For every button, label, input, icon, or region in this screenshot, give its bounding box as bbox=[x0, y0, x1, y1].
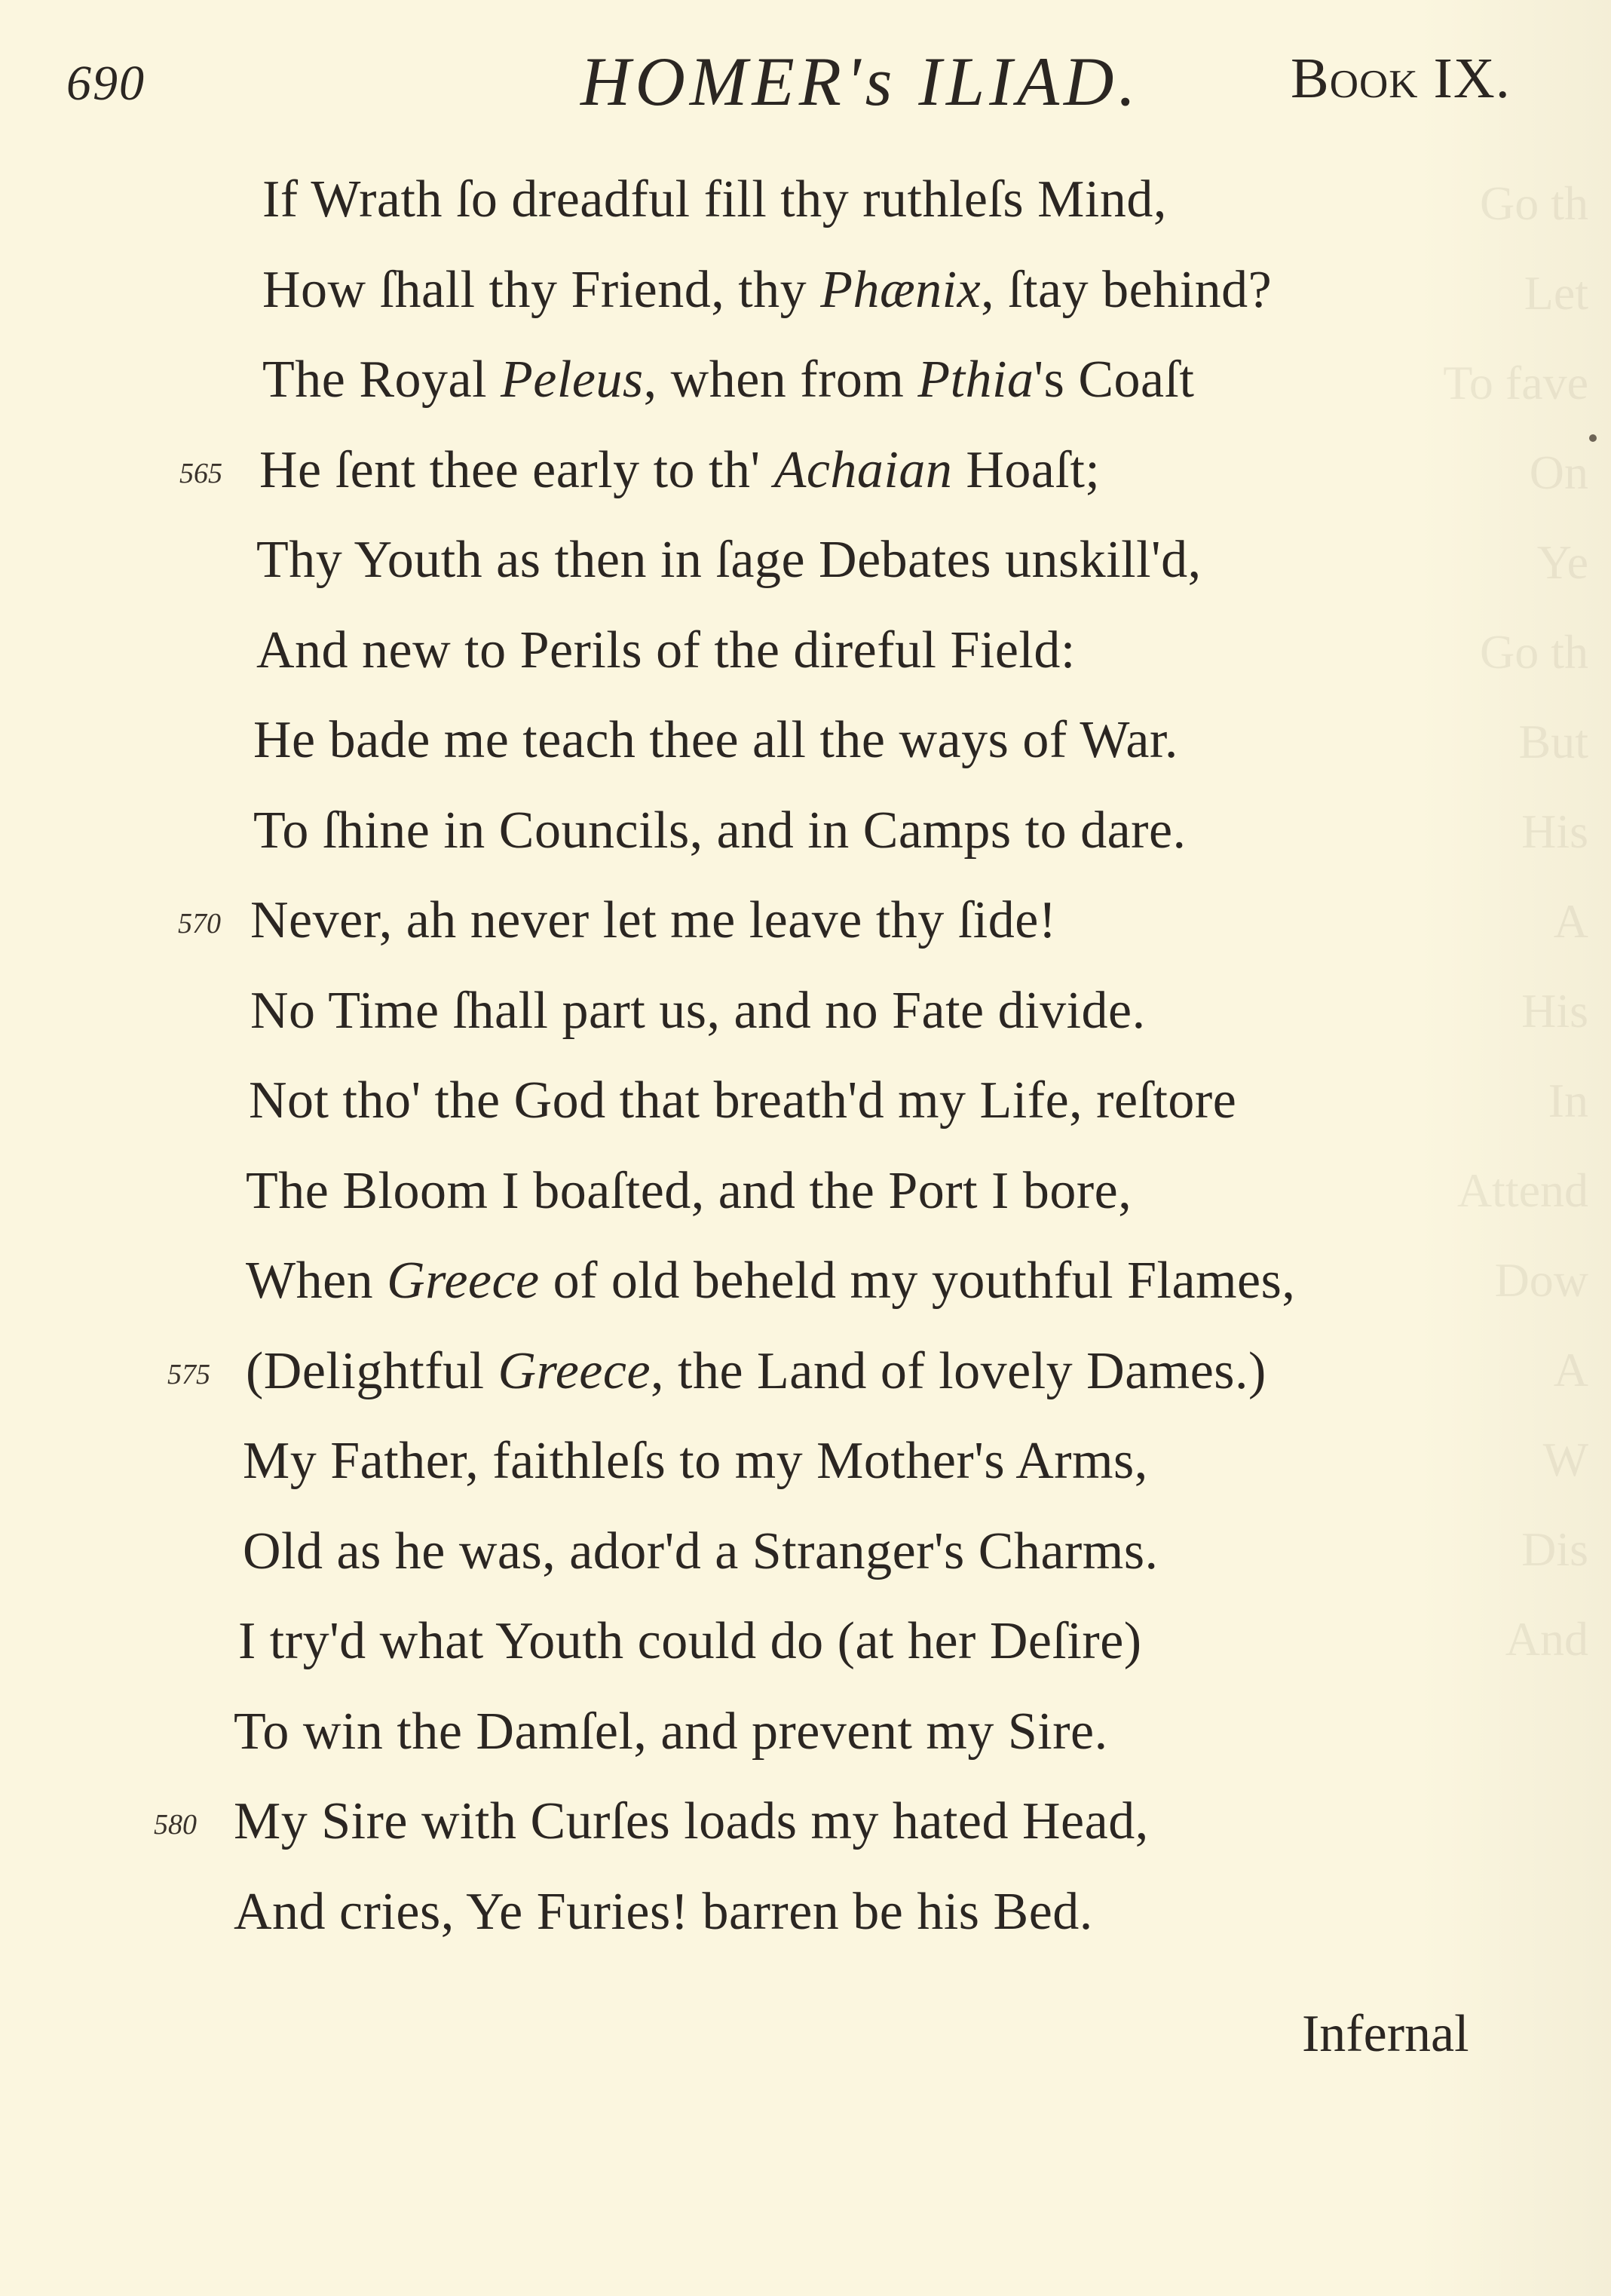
verse-segment: And cries, Ye Furies! barren be his Bed. bbox=[234, 1882, 1093, 1941]
verse-line bbox=[0, 335, 1611, 425]
verse-segment: No Time ſhall part us, and no Fate divide. bbox=[250, 981, 1146, 1040]
verse-segment: Old as he was, ador'd a Stranger's Charms. bbox=[243, 1522, 1159, 1580]
verse-text bbox=[234, 1687, 1108, 1776]
verse-text bbox=[256, 515, 1202, 605]
running-title: HOMER's ILIAD. bbox=[580, 43, 1141, 120]
verse-line bbox=[0, 786, 1611, 876]
running-header bbox=[0, 41, 1611, 124]
verse-segment: When bbox=[246, 1252, 387, 1310]
verse-text bbox=[243, 1507, 1159, 1596]
verse-segment: , when from bbox=[643, 351, 918, 409]
verse-line bbox=[0, 1056, 1611, 1146]
verse-line bbox=[0, 605, 1611, 696]
verse-text bbox=[253, 786, 1187, 875]
verse-segment: Thy Youth as then in ſage Debates unskill'd, bbox=[256, 531, 1202, 589]
verse-text bbox=[238, 1596, 1142, 1686]
verse-line bbox=[0, 1776, 1611, 1867]
verse-text bbox=[246, 1236, 1295, 1326]
line-number: 570 bbox=[178, 908, 221, 940]
verse-text bbox=[250, 875, 1057, 965]
verse-segment: 's Coaſt bbox=[1034, 351, 1195, 409]
verse-text bbox=[234, 1776, 1149, 1866]
verse-text bbox=[262, 155, 1167, 244]
show-through-text: Go th Let To fave On Ye Go th But His A His In Attend Dow A W Dis And bbox=[1443, 176, 1588, 1666]
verse-line bbox=[0, 695, 1611, 786]
italic-name: Pthia bbox=[917, 351, 1034, 409]
verse-segment: Hoaſt; bbox=[952, 440, 1101, 499]
verse-segment: And new to Perils of the direful Field: bbox=[256, 621, 1076, 679]
verse-segment: The Royal bbox=[262, 351, 501, 409]
verse-text bbox=[246, 1146, 1132, 1236]
verse-segment: The Bloom I boaſted, and the Port I bore, bbox=[246, 1161, 1132, 1220]
book-label: Book IX. bbox=[1291, 47, 1511, 110]
poem-text bbox=[0, 155, 1611, 1957]
verse-line bbox=[0, 1687, 1611, 1777]
verse-segment: If Wrath ſo dreadful fill thy ruthleſs Mind, bbox=[262, 170, 1167, 228]
verse-segment: How ſhall thy Friend, thy bbox=[262, 260, 821, 319]
verse-text bbox=[234, 1867, 1093, 1957]
italic-name: Phænix bbox=[820, 260, 982, 319]
verse-segment: He bade me teach thee all the ways of War. bbox=[253, 711, 1178, 769]
verse-segment: To ſhine in Councils, and in Camps to dare. bbox=[253, 801, 1187, 860]
verse-line bbox=[0, 966, 1611, 1056]
line-number: 575 bbox=[167, 1358, 210, 1390]
italic-name: Peleus bbox=[501, 351, 644, 409]
italic-name: Greece bbox=[387, 1252, 540, 1310]
verse-text bbox=[259, 425, 1100, 515]
verse-text bbox=[262, 245, 1272, 335]
italic-name: Achaian bbox=[773, 440, 953, 499]
verse-segment: Not tho' the God that breath'd my Life, reſtore bbox=[249, 1071, 1237, 1130]
verse-segment: (Delightful bbox=[246, 1341, 498, 1400]
verse-line bbox=[0, 875, 1611, 966]
verse-segment: , the Land of lovely Dames.) bbox=[651, 1341, 1266, 1400]
page-number: 690 bbox=[66, 56, 145, 111]
verse-line bbox=[0, 425, 1611, 516]
verse-segment: of old beheld my youthful Flames, bbox=[539, 1252, 1296, 1310]
line-number: 580 bbox=[154, 1809, 197, 1841]
verse-line bbox=[0, 515, 1611, 605]
verse-segment: My Father, faithleſs to my Mother's Arms, bbox=[243, 1432, 1148, 1490]
verse-text bbox=[250, 966, 1146, 1056]
verse-segment: To win the Damſel, and prevent my Sire. bbox=[234, 1702, 1108, 1761]
verse-segment: My Sire with Curſes loads my hated Head, bbox=[234, 1792, 1149, 1850]
verse-text bbox=[262, 335, 1195, 425]
verse-line bbox=[0, 1507, 1611, 1597]
verse-line bbox=[0, 1146, 1611, 1237]
verse-segment: He ſent thee early to th' bbox=[259, 440, 774, 499]
verse-text bbox=[246, 1326, 1266, 1416]
verse-segment: , ſtay behind? bbox=[981, 260, 1273, 319]
verse-segment: Never, ah never let me leave thy ſide! bbox=[250, 891, 1057, 949]
verse-text bbox=[249, 1056, 1236, 1145]
verse-line bbox=[0, 1326, 1611, 1417]
verse-line bbox=[0, 1416, 1611, 1507]
verse-line bbox=[0, 1867, 1611, 1957]
verse-text bbox=[256, 605, 1076, 695]
verse-segment: I try'd what Youth could do (at her Deſire) bbox=[238, 1612, 1142, 1670]
catchword: Infernal bbox=[1302, 2005, 1469, 2063]
verse-text bbox=[243, 1416, 1148, 1506]
verse-text bbox=[253, 695, 1178, 785]
line-number: 565 bbox=[179, 457, 222, 489]
verse-line bbox=[0, 155, 1611, 245]
verse-line bbox=[0, 1236, 1611, 1326]
verse-line bbox=[0, 245, 1611, 336]
verse-line bbox=[0, 1596, 1611, 1687]
italic-name: Greece bbox=[498, 1341, 651, 1400]
